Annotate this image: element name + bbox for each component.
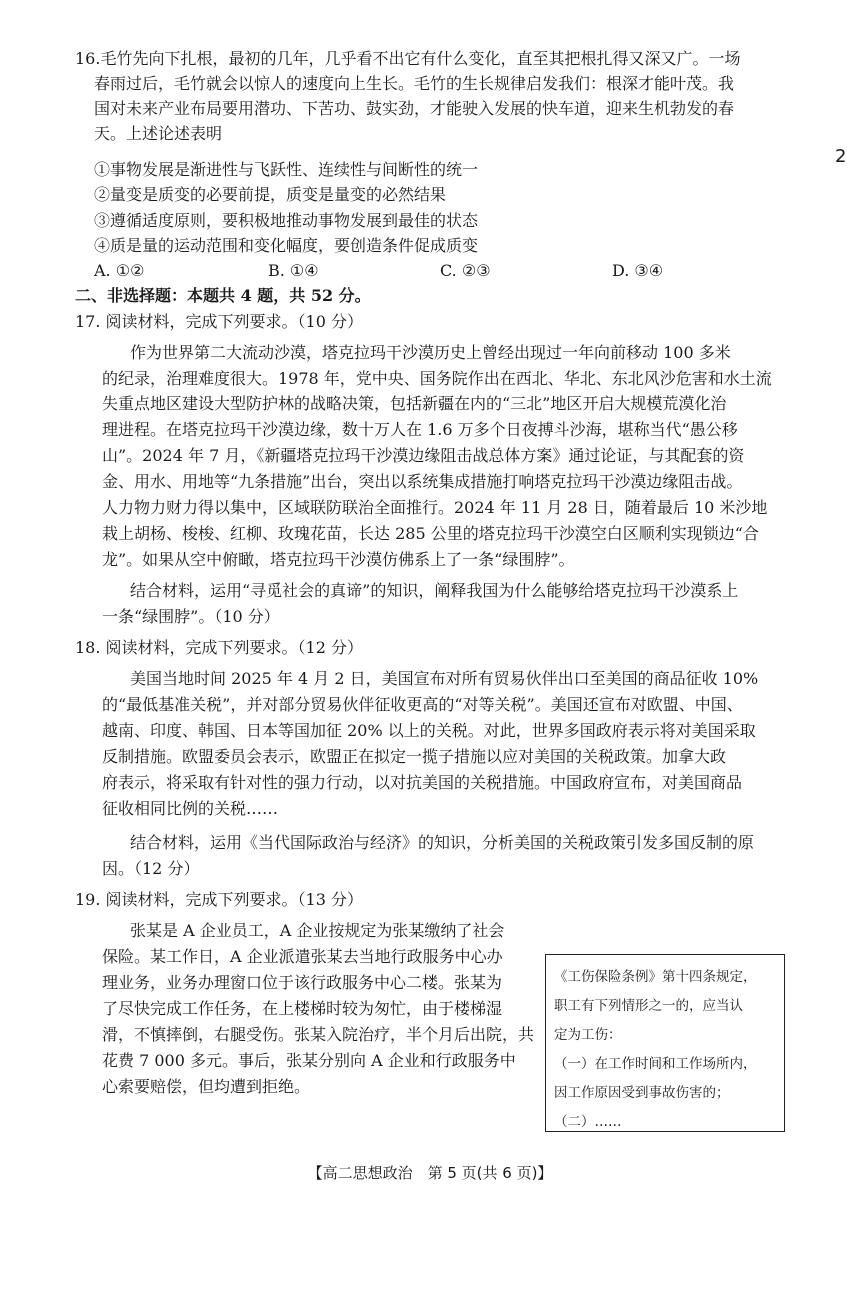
law-excerpt-line: （二）…… bbox=[554, 1114, 622, 1130]
q19-header: 19. 阅读材料，完成下列要求。（13 分） bbox=[75, 890, 363, 909]
q17-material-line: 理进程。在塔克拉玛干沙漠边缘，数十万人在 1.6 万多个日夜搏斗沙海，堪称当代“愚公移 bbox=[102, 420, 738, 439]
q17-material-line: 栽上胡杨、梭梭、红柳、玫瑰花苗，长达 285 公里的塔克拉玛干沙漠空白区顺利实现锁边“合 bbox=[102, 524, 759, 543]
q18-material-line: 的“最低基准关税”，并对部分贸易伙伴征收更高的“对等关税”。美国还宣布对欧盟、中国、 bbox=[102, 695, 743, 714]
q18-material-line: 府表示，将采取有针对性的强力行动，以对抗美国的关税措施。中国政府宣布，对美国商品 bbox=[102, 773, 743, 792]
q16-statement: ③遵循适度原则，要积极地推动事物发展到最佳的状态 bbox=[94, 211, 479, 230]
q17-task-line: 结合材料，运用“寻觅社会的真谛”的知识，阐释我国为什么能够给塔克拉玛干沙漠系上 bbox=[130, 581, 739, 600]
q16-stem-line: 国对未来产业布局要用潜功、下苦功、鼓实劲，才能驶入发展的快车道，迎来生机勃发的春 bbox=[94, 99, 735, 118]
q19-material-line: 保险。某工作日，A 企业派遣张某去当地行政服务中心办 bbox=[102, 947, 503, 966]
q16-option-c: C. ②③ bbox=[440, 261, 491, 280]
q16-stem-line: 春雨过后，毛竹就会以惊人的速度向上生长。毛竹的生长规律启发我们：根深才能叶茂。我 bbox=[94, 74, 735, 93]
q19-material-line: 了尽快完成工作任务，在上楼梯时较为匆忙，由于楼梯湿 bbox=[102, 999, 503, 1018]
q19-material-line: 张某是 A 企业员工，A 企业按规定为张某缴纳了社会 bbox=[130, 921, 505, 940]
q18-task-line: 结合材料，运用《当代国际政治与经济》的知识，分析美国的关税政策引发多国反制的原 bbox=[130, 833, 755, 852]
section-heading: 二、非选择题：本题共 4 题，共 52 分。 bbox=[75, 286, 371, 305]
law-excerpt-line: 职工有下列情形之一的，应当认 bbox=[554, 998, 743, 1014]
q16-option-b: B. ①④ bbox=[268, 261, 319, 280]
q17-material-line: 金、用水、用地等“九条措施”出台，突出以系统集成措施打响塔克拉玛干沙漠边缘阻击战。 bbox=[102, 472, 743, 491]
q19-material-line: 理业务，业务办理窗口位于该行政服务中心二楼。张某为 bbox=[102, 973, 503, 992]
q16-statement: ④质是量的运动范围和变化幅度，要创造条件促成质变 bbox=[94, 236, 479, 255]
q18-material-line: 越南、印度、韩国、日本等国加征 20% 以上的关税。对此，世界多国政府表示将对美国采取 bbox=[102, 721, 756, 740]
q17-material-line: 作为世界第二大流动沙漠，塔克拉玛干沙漠历史上曾经出现过一年向前移动 100 多米 bbox=[130, 343, 731, 362]
q17-material-line: 人力物力财力得以集中，区域联防联治全面推行。2024 年 11 月 28 日，随着最后 10 米沙地 bbox=[102, 498, 768, 517]
q18-header: 18. 阅读材料，完成下列要求。（12 分） bbox=[75, 638, 363, 657]
q16-statement: ①事物发展是渐进性与飞跃性、连续性与间断性的统一 bbox=[94, 160, 479, 179]
q17-material-line: 的纪录，治理难度很大。1978 年，党中央、国务院作出在西北、华北、东北风沙危害和水土流 bbox=[102, 369, 772, 388]
q18-material-line: 征收相同比例的关税…… bbox=[102, 799, 279, 818]
law-excerpt-line: 《工伤保险条例》第十四条规定， bbox=[554, 969, 757, 985]
q17-task-line: 一条“绿围脖”。（10 分） bbox=[102, 607, 280, 626]
page-footer: 【高二思想政治 第 5 页(共 6 页)】 bbox=[307, 1164, 553, 1182]
q19-material-line: 花费 7 000 多元。事后，张某分别向 A 企业和行政服务中 bbox=[102, 1051, 516, 1070]
q17-material-line: 龙”。如果从空中俯瞰，塔克拉玛干沙漠仿佛系上了一条“绿围脖”。 bbox=[102, 550, 575, 569]
q18-material-line: 反制措施。欧盟委员会表示，欧盟正在拟定一揽子措施以应对美国的关税政策。加拿大政 bbox=[102, 747, 727, 766]
q16-stem-line: 16.毛竹先向下扎根，最初的几年，几乎看不出它有什么变化，直至其把根扎得又深又广。一场 bbox=[75, 49, 741, 68]
q18-material-line: 美国当地时间 2025 年 4 月 2 日，美国宣布对所有贸易伙伴出口至美国的商品征收 10% bbox=[130, 669, 759, 688]
side-mark: 2 bbox=[835, 146, 847, 167]
q17-material-line: 失重点地区建设大型防护林的战略决策，包括新疆在内的“三北”地区开启大规模荒漠化治 bbox=[102, 394, 727, 413]
q19-material-line: 滑，不慎摔倒，右腿受伤。张某入院治疗，半个月后出院，共 bbox=[102, 1025, 535, 1044]
q17-header: 17. 阅读材料，完成下列要求。（10 分） bbox=[75, 312, 363, 331]
q16-option-d: D. ③④ bbox=[612, 261, 664, 280]
law-excerpt-box bbox=[545, 954, 785, 1132]
q16-stem-line: 天。上述论述表明 bbox=[94, 124, 223, 143]
q16-statement: ②量变是质变的必要前提，质变是量变的必然结果 bbox=[94, 185, 447, 204]
q17-material-line: 山”。2024 年 7 月，《新疆塔克拉玛干沙漠边缘阻击战总体方案》通过论证，与其配套的资 bbox=[102, 446, 745, 465]
law-excerpt-line: 定为工伤： bbox=[554, 1027, 622, 1043]
q16-option-a: A. ①② bbox=[94, 261, 145, 280]
law-excerpt-line: （一）在工作时间和工作场所内， bbox=[554, 1056, 757, 1072]
q19-material-line: 心索要赔偿，但均遭到拒绝。 bbox=[102, 1077, 311, 1096]
q18-task-line: 因。（12 分） bbox=[102, 859, 200, 878]
law-excerpt-line: 因工作原因受到事故伤害的； bbox=[554, 1085, 730, 1101]
